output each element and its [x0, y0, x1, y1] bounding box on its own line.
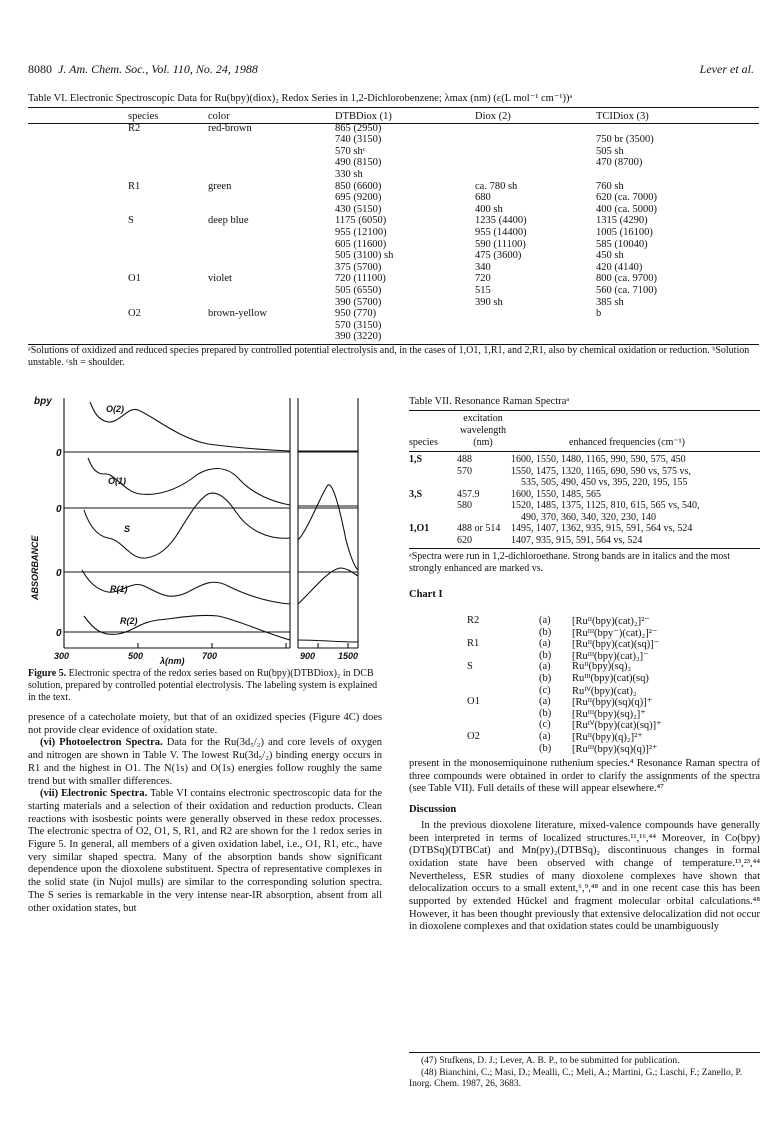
table7-row	[409, 454, 759, 466]
curve-label-s: S	[124, 524, 131, 534]
chart1-caption: Chart I	[409, 589, 443, 600]
right-column-text	[409, 758, 760, 934]
chart1-row	[409, 685, 759, 697]
table6-cell: 420 (4140)	[596, 261, 643, 273]
table7-row	[409, 535, 759, 547]
table6-top-rule	[28, 107, 759, 108]
figure5-corner-label: bpy	[34, 396, 52, 407]
table6-cell: red-brown	[208, 122, 252, 134]
table6-cell: 605 (11600)	[335, 238, 387, 250]
figure5-xlabel: λ(nm)	[160, 656, 185, 666]
curve-label-r2: R(2)	[120, 616, 138, 626]
table7-row	[409, 466, 759, 478]
table6-cell: 1005 (16100)	[596, 226, 653, 238]
zero-label: 0	[56, 628, 62, 639]
figure5-caption-text: Electronic spectra of the redox series based on Ru(bpy)(DTBDiox)₂ in DCB solution, prepared by controlled potential electrolysis. The labeling system is explained in the text.	[28, 668, 378, 703]
table7-header-cell: species	[409, 437, 438, 448]
chart1-row	[409, 650, 759, 662]
table6-cell: 750 br (3500)	[596, 134, 654, 146]
table6-cell: 720 (11100)	[335, 273, 386, 285]
zero-label: 0	[56, 568, 62, 579]
table7-row	[409, 523, 759, 535]
figure5-caption-label: Figure 5.	[28, 668, 67, 679]
chart1-row	[409, 743, 759, 755]
running-header-left	[28, 62, 258, 77]
table6-header-rule	[28, 123, 759, 124]
table6-cell: 680	[475, 192, 491, 204]
section-heading: (vi) Photoelectron Spectra.	[40, 737, 163, 749]
table6-cell: 505 (6550)	[335, 284, 382, 296]
curve-label-r1: R(1)	[110, 584, 128, 594]
chart1-row	[409, 673, 759, 685]
table6-row	[28, 134, 759, 146]
table6-header-cell: species	[128, 111, 159, 122]
table6-cell: 570 shᶜ	[335, 145, 366, 157]
chart1-row	[409, 615, 759, 627]
chart1-cell: [Ruᴵᴵᴵ(bpy⁻)(cat)₂]²⁻	[572, 627, 658, 639]
table6-cell: 590 (11100)	[475, 238, 526, 250]
table7-row	[409, 489, 759, 501]
chart1-cell: [Ruᴵᴵᴵ(bpy)(sq)₂]⁺	[572, 708, 646, 720]
table7-cell: 1600, 1550, 1480, 1165, 990, 590, 575, 450	[511, 454, 686, 465]
table7-cell: 535, 505, 490, 450 vs, 395, 220, 195, 155	[521, 477, 688, 488]
table6-caption: Table VI. Electronic Spectroscopic Data for Ru(bpy)(diox)₂ Redox Series in 1,2-Dichlorobenzene; λmax (nm) (ε(L mol⁻¹ cm⁻¹))ᵃ	[28, 93, 573, 104]
table6-cell: 490 (8150)	[335, 157, 382, 169]
table6-row	[28, 262, 759, 274]
chart1-cell: (b)	[539, 742, 552, 754]
chart1-row	[409, 731, 759, 743]
zero-label: 0	[56, 504, 62, 515]
chart1-cell: [Ruᴵᴵᴵ(bpy)(sq)(q)]²⁺	[572, 743, 658, 755]
table6-row	[28, 320, 759, 332]
chart1-cell: (b)	[539, 707, 552, 719]
table6-row	[28, 169, 759, 181]
figure5-plot	[28, 390, 380, 660]
chart1-row	[409, 638, 759, 650]
table6-cell: violet	[208, 273, 232, 285]
figure5	[28, 390, 380, 660]
table6-cell: 695 (9200)	[335, 192, 382, 204]
table7-cell: 570	[457, 465, 472, 477]
table6-cell: b	[596, 308, 602, 320]
table7-header-rule	[409, 451, 760, 452]
table6-row	[28, 297, 759, 309]
table7-row	[409, 512, 759, 524]
table7-header	[409, 413, 760, 449]
paragraph: In the previous dioxolene literature, mixed-valence compounds have generally been interpreted in terms of localized structures.¹¹,¹⁶,⁴⁴ Moreover, in Co(bpy)(DTBSq)(DTBCat) and Mn(py)₂(DTBSq)₂ discontinuous changes in formal oxidation state have been observed with change of temperature.¹³,²³,⁴⁴ Nevertheless, ESR studies of many dioxolene complexes have shown that delocalization occurs to a small extent,⁶,⁹,⁴⁸ and in one recent case this has been supported by extended Hückel and fragment molecular orbital calculations.⁴⁸ However, it has been thought previously that extensive delocalization did not occur in dioxolene complexes and that oxidation states could be unambiguously	[409, 819, 760, 933]
table6-cell: 620 (ca. 7000)	[596, 192, 657, 204]
chart1-cell: (a)	[539, 638, 551, 650]
x-tick-label: 500	[128, 651, 144, 660]
chart1-cell: Ruᴵⱽ(bpy)(cat)₂	[572, 685, 637, 697]
table6-cell: 475 (3600)	[475, 250, 522, 262]
table6-header-cell: Diox (2)	[475, 111, 511, 122]
discussion-heading: Discussion	[409, 804, 457, 816]
table6-cell: 505 sh	[596, 145, 624, 157]
table6-header-row	[28, 111, 759, 123]
paragraph: present in the monosemiquinone ruthenium species.⁴ Resonance Raman spectra of three compounds were obtained in order to clarify the assignments of the spectra (see Table VII). Full details of these will appear elsewhere.⁴⁷	[409, 758, 760, 795]
chart1-cell: (a)	[539, 615, 551, 626]
reference-item: (48) Bianchini, C.; Masi, D.; Mealli, C.; Meli, A.; Martini, G.; Laschi, F.; Zanello, P. Inorg. Chem. 1987, 26, 3683.	[409, 1067, 743, 1089]
table7-cell: 488 or 514	[457, 523, 501, 534]
figure5-ylabel: ABSORBANCE	[30, 535, 40, 600]
table6-row	[28, 123, 759, 135]
chart1-row	[409, 719, 759, 731]
chart1-row	[409, 661, 759, 673]
chart1-row	[409, 708, 759, 720]
table6-row	[28, 215, 759, 227]
page-number: 8080	[28, 62, 52, 76]
table7-cell: 1520, 1485, 1375, 1125, 810, 615, 565 vs, 540,	[511, 500, 700, 511]
table6-cell: brown-yellow	[208, 308, 267, 320]
table6-row	[28, 250, 759, 262]
references	[409, 1056, 760, 1091]
table7-row	[409, 500, 759, 512]
spectrum-s-ir	[298, 485, 358, 570]
table6-row	[28, 239, 759, 251]
table6-cell: 1235 (4400)	[475, 215, 527, 227]
chart1	[409, 615, 759, 754]
table7-cell: 620	[457, 534, 472, 546]
table6-cell: R1	[128, 180, 141, 192]
table6-row	[28, 273, 759, 285]
table6-cell: ca. 780 sh	[475, 180, 518, 192]
table6-cell: 760 sh	[596, 180, 624, 192]
table6-cell: S	[128, 215, 134, 227]
table7-cell: 580	[457, 500, 472, 511]
paragraph	[28, 788, 382, 915]
journal-citation: J. Am. Chem. Soc., Vol. 110, No. 24, 1988	[58, 62, 258, 76]
paragraph: presence of a catecholate moiety, but that of an oxidized species (Figure 4C) does not provide clear evidence of oxidation state.	[28, 712, 382, 736]
section-heading: (vii) Electronic Spectra.	[40, 788, 148, 800]
running-header-authors: Lever et al.	[699, 62, 754, 76]
table6-cell: 955 (12100)	[335, 226, 387, 238]
table7-bottom-rule	[409, 548, 760, 549]
table7-header-cell: excitation wavelength (nm)	[459, 413, 507, 448]
table6-cell: 375 (5700)	[335, 261, 382, 273]
table6-cell: 400 (ca. 5000)	[596, 203, 657, 215]
chart1-cell: R1	[467, 638, 480, 650]
table6-cell: 450 sh	[596, 250, 624, 262]
chart1-cell: R2	[467, 615, 480, 626]
spectrum-r2-ir	[298, 640, 358, 642]
curve-label-o1: O(1)	[108, 476, 126, 486]
chart1-cell: [Ruᴵᴵ(bpy)(sq)(q)]⁺	[572, 697, 653, 709]
table7-cell: 3,S	[409, 488, 423, 500]
chart1-cell: [Ruᴵᴵ(bpy)(cat)(sq)]⁻	[572, 639, 660, 651]
left-column-text	[28, 712, 382, 915]
table6-footnote: ᵃSolutions of oxidized and reduced species prepared by controlled potential electrolysis and, in the cases of 1,O1, 1,R1, and 2,R1, also by chemical oxidation or reduction. ᵇSolution unstable. ᶜsh = shoulder.	[28, 345, 750, 368]
table6-header-cell: TCIDiox (3)	[596, 111, 649, 122]
chart1-row	[409, 696, 759, 708]
chart1-cell: (b)	[539, 626, 552, 638]
spectrum-r2	[84, 615, 290, 640]
table6-row	[28, 308, 759, 320]
table7-cell: 1495, 1407, 1362, 935, 915, 591, 564 vs, 524	[511, 523, 693, 534]
table6-cell: 515	[475, 284, 491, 296]
table6-row	[28, 192, 759, 204]
chart1-cell: [Ruᴵᴵ(bpy)(cat)₂]²⁻	[572, 616, 650, 627]
chart1-cell: (a)	[539, 730, 551, 742]
table6-cell: deep blue	[208, 215, 249, 227]
chart1-cell: O2	[467, 730, 480, 742]
table6-cell: 560 (ca. 7100)	[596, 284, 657, 296]
chart1-cell: (c)	[539, 684, 551, 696]
table6-header-cell: color	[208, 111, 230, 122]
table7-cell: 1600, 1550, 1485, 565	[511, 488, 601, 500]
chart1-cell: [Ruᴵⱽ(bpy)(cat)(sq)]⁺	[572, 720, 662, 732]
table6-cell: 470 (8700)	[596, 157, 643, 169]
x-tick-label: 900	[300, 651, 316, 660]
table7-cell: 1407, 935, 915, 591, 564 vs, 524	[511, 534, 643, 546]
table7-row	[409, 477, 759, 489]
paragraph-text: Table VI contains electronic spectroscopic data for the starting materials and a selection of their oxidation and reduction products. Clean reactions with isosbestic points were generally observed in these redox processes. The electronic spectra of O2, O1, S, R1, and R2 are shown for the 1 redox series in Figure 5. In general, all members of a given oxidation label, i.e., O1, R1, etc., have very similar shaped spectra. Many of the absorption bands show significant dependence upon the dioxolene substituent. Spectra of representative complexes in the solid state (in Nujol mulls) are similar to the corresponding solution spectra. The S series is remarkable in the very intense near-IR absorption, absent from all other oxidation states, but	[28, 788, 382, 914]
table6-row	[28, 157, 759, 169]
chart1-cell: [Ruᴵᴵᴵ(bpy)(cat)₂]⁻	[572, 650, 649, 662]
table7-top-rule	[409, 410, 760, 411]
table6-cell: R2	[128, 122, 141, 134]
table6-cell: 740 (3150)	[335, 134, 382, 146]
paragraph	[28, 737, 382, 788]
table7-caption: Table VII. Resonance Raman Spectraᵃ	[409, 396, 570, 407]
table6-cell: 330 sh	[335, 168, 363, 180]
table6-body	[28, 123, 759, 343]
table6-cell: 385 sh	[596, 296, 624, 308]
table6-cell: 800 (ca. 9700)	[596, 273, 657, 285]
chart1-cell: O1	[467, 696, 480, 708]
table7-cell: 1,S	[409, 454, 423, 465]
table6-row	[28, 285, 759, 297]
table7-cell: 457.9	[457, 488, 480, 500]
chart1-cell: S	[467, 661, 473, 673]
table6-cell: 390 (5700)	[335, 296, 382, 308]
chart1-cell: Ruᴵᴵ(bpy)(sq)₂	[572, 661, 632, 673]
table6-cell: 430 (5150)	[335, 203, 382, 215]
table7-cell: 490, 370, 360, 340, 320, 230, 140	[521, 511, 656, 523]
table7-cell: 1550, 1475, 1320, 1165, 690, 590 vs, 575 vs,	[511, 465, 691, 477]
figure5-caption	[28, 668, 380, 704]
references-rule	[409, 1052, 760, 1053]
table6-cell: 1315 (4290)	[596, 215, 648, 227]
chart1-cell: (b)	[539, 672, 552, 684]
reference-item: (47) Stufkens, D. J.; Lever, A. B. P., to be submitted for publication.	[421, 1056, 680, 1066]
table6-cell: green	[208, 180, 232, 192]
table6-cell: 1175 (6050)	[335, 215, 387, 227]
table6-cell: 585 (10040)	[596, 238, 648, 250]
table6-cell: O2	[128, 308, 141, 320]
spectrum-r1-ir	[298, 568, 358, 604]
table6-cell: 850 (6600)	[335, 180, 382, 192]
table6-row	[28, 204, 759, 216]
table6-cell: 950 (770)	[335, 308, 377, 320]
table6-header-cell: DTBDiox (1)	[335, 111, 392, 122]
curve-label-o2: O(2)	[106, 404, 124, 414]
chart1-cell: [Ruᴵᴵ(bpy)(q)₂]²⁺	[572, 731, 643, 743]
chart1-cell: (a)	[539, 696, 551, 708]
zero-label: 0	[56, 448, 62, 459]
table6-row	[28, 181, 759, 193]
table6-cell: 390 sh	[475, 296, 503, 308]
x-tick-label: 1500	[338, 651, 359, 660]
chart1-cell: (b)	[539, 649, 552, 661]
table7-footnote: ᵃSpectra were run in 1,2-dichloroethane. Strong bands are in italics and the most strongly enhanced are marked vs.	[409, 551, 730, 574]
table6-cell: 720	[475, 273, 491, 285]
table6-cell: 955 (14400)	[475, 226, 527, 238]
table6-cell: 570 (3150)	[335, 319, 382, 331]
table7-header-cell: enhanced frequencies (cm⁻¹)	[569, 437, 685, 448]
table6-row	[28, 146, 759, 158]
table6-row	[28, 331, 759, 343]
paragraph-text: Data for the Ru(3d₅/₂) and core levels of oxygen and nitrogen are shown in Table V. The lowest Ru(3d₅/₂) binding energy occurs in R1 and the highest in O1. The N(1s) and O(1s) energies follow roughly the same trend but with smaller differences.	[28, 737, 382, 787]
table6-cell: 865 (2950)	[335, 122, 382, 134]
table6	[28, 111, 759, 343]
chart1-cell: (c)	[539, 719, 551, 731]
chart1-row	[409, 627, 759, 639]
table7-body	[409, 454, 759, 546]
table6-cell: 340	[475, 261, 491, 273]
table6-row	[28, 227, 759, 239]
table7-cell: 1,O1	[409, 523, 430, 534]
table6-cell: 505 (3100) sh	[335, 250, 394, 262]
x-tick-label: 700	[202, 651, 218, 660]
x-tick-label: 300	[54, 651, 70, 660]
table7-cell: 488	[457, 454, 472, 465]
table6-cell: 400 sh	[475, 203, 503, 215]
chart1-cell: (a)	[539, 661, 551, 673]
spectrum-s	[84, 493, 290, 558]
table6-cell: O1	[128, 273, 141, 285]
chart1-cell: Ruᴵᴵᴵ(bpy)(cat)(sq)	[572, 672, 649, 684]
table6-cell: 390 (3220)	[335, 331, 382, 343]
